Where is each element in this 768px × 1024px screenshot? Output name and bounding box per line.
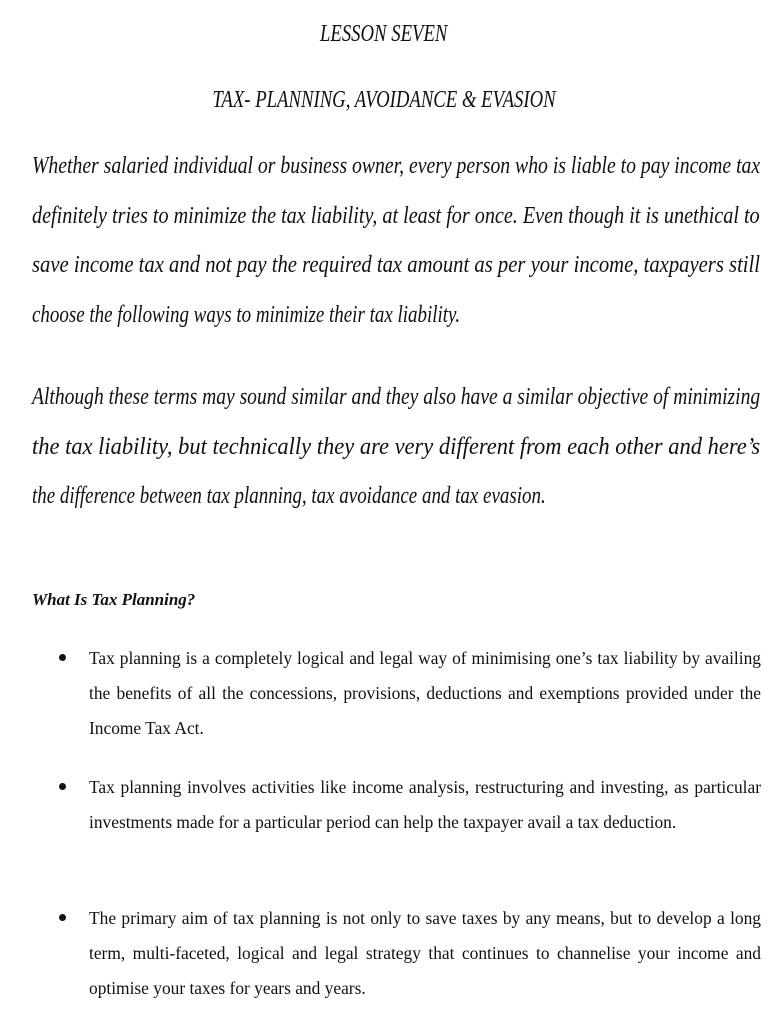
paragraph-line: the tax liability, but technically they are very different from each other and here’s xyxy=(32,433,761,460)
bullet-icon xyxy=(59,783,66,790)
paragraph-line: the difference between tax planning, tax avoidance and tax evasion. xyxy=(32,483,546,509)
bullet-text: Tax planning is a completely logical and legal way of minimising one’s tax liability by availing the benefits of all the concessions, provisions, deductions and exemptions provided under the Income Tax Act. xyxy=(89,648,761,738)
lesson-title-text: LESSON SEVEN xyxy=(320,21,448,47)
bullet-text: Tax planning involves activities like income analysis, restructuring and investing, as particular investments made for a particular period can help the taxpayer avail a tax deduction. xyxy=(89,777,761,832)
paragraph-line: Whether salaried individual or business owner, every person who is liable to pay income tax xyxy=(32,153,761,179)
paragraph-line: save income tax and not pay the required tax amount as per your income, taxpayers still xyxy=(32,252,761,278)
bullet-text: The primary aim of tax planning is not only to save taxes by any means, but to develop a long term, multi-faceted, logical and legal strategy that continues to channelise your income and optimise your taxes for years and years. xyxy=(89,908,761,998)
section-heading: What Is Tax Planning? xyxy=(32,590,196,609)
bullet-icon xyxy=(59,654,66,661)
paragraph-line: Although these terms may sound similar and they also have a similar objective of minimizing xyxy=(32,384,761,410)
lesson-subtitle-text: TAX- PLANNING, AVOIDANCE & EVASION xyxy=(212,87,556,113)
intro-paragraph xyxy=(32,373,760,522)
paragraph-line: choose the following ways to minimize their tax liability. xyxy=(32,301,461,328)
paragraph-line: definitely tries to minimize the tax liability, at least for once. Even though it is unethical to xyxy=(32,202,760,229)
lesson-title xyxy=(0,20,768,48)
bullet-icon xyxy=(59,914,66,921)
intro-paragraph xyxy=(32,142,760,340)
lesson-subtitle xyxy=(0,86,768,114)
